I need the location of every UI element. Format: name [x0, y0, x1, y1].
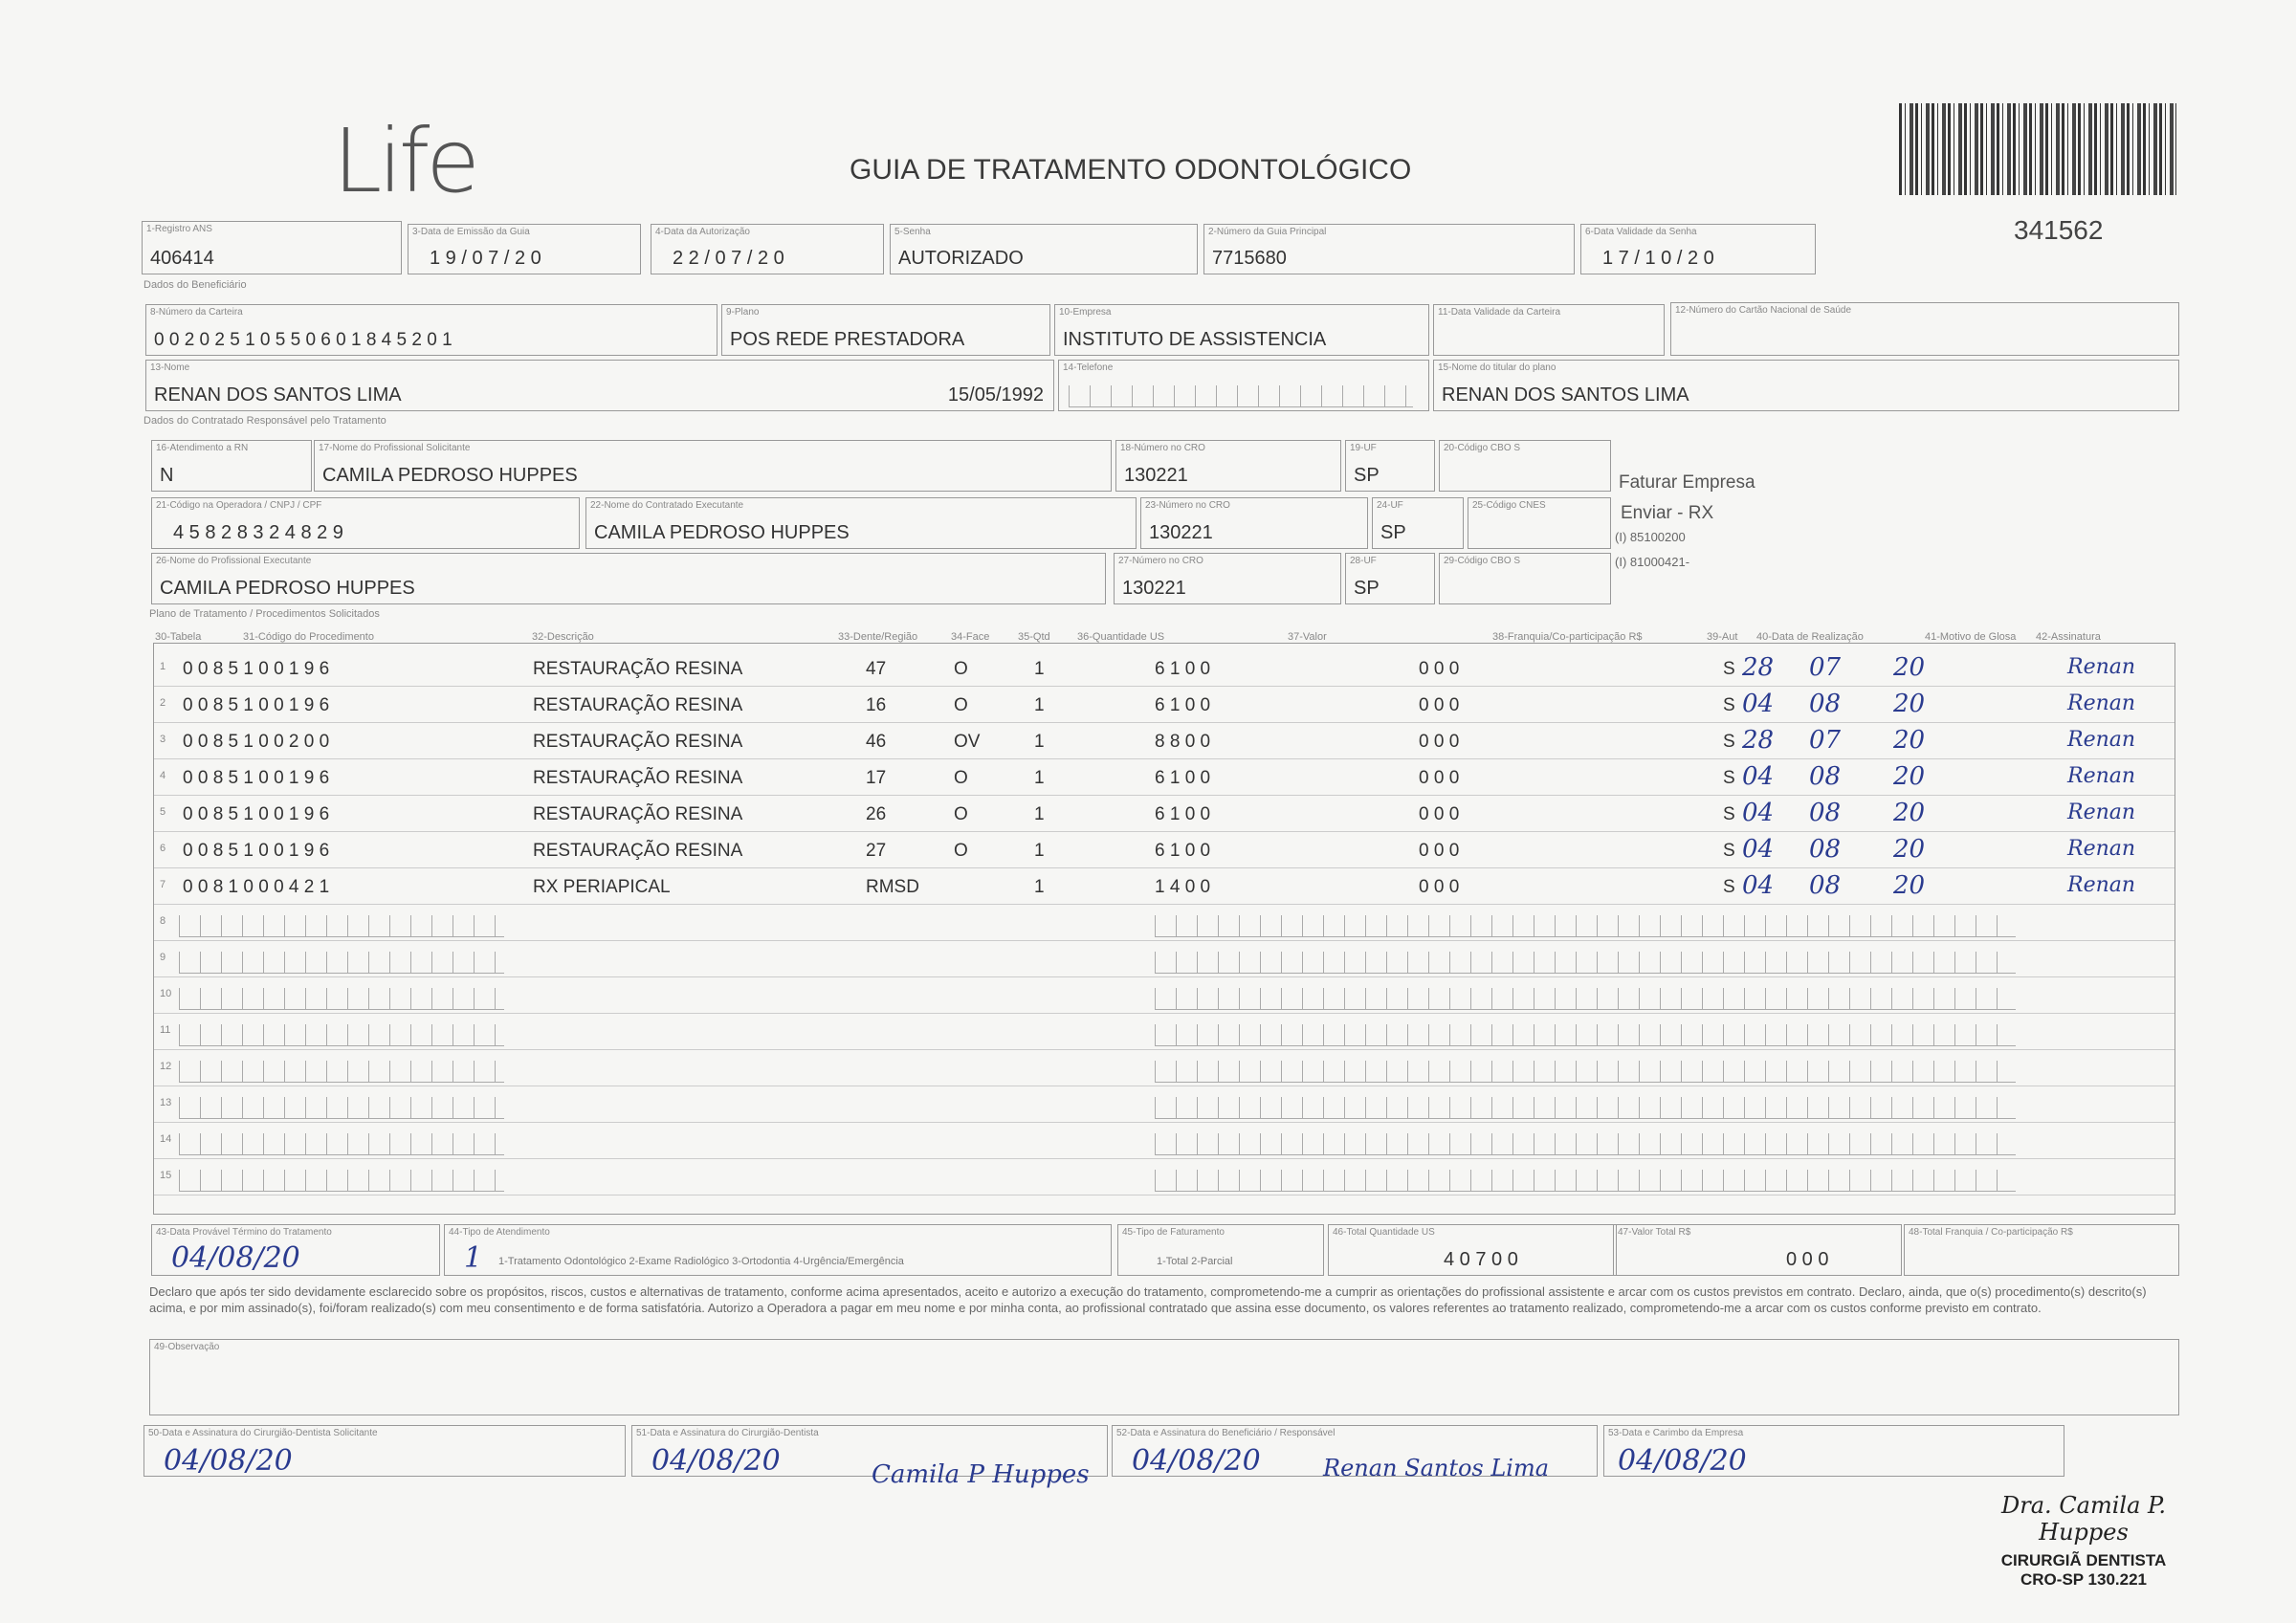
- row-lines: [179, 915, 504, 937]
- realization-day: 04: [1742, 690, 1775, 718]
- patient-signature: Renan: [2067, 691, 2136, 715]
- row-number: 3: [160, 734, 166, 745]
- realization-month: 07: [1809, 726, 1842, 755]
- quantity: 1: [1034, 877, 1045, 897]
- realization-month: 08: [1809, 690, 1842, 718]
- row-lines: [179, 1024, 504, 1046]
- procedure-description: RESTAURAÇÃO RESINA: [533, 695, 743, 715]
- field-carteira[interactable]: 8-Número da Carteira 0 0 2 0 2 5 1 0 5 5 0 6 0 1 8 4 5 2 0 1: [145, 304, 718, 356]
- field-registro-ans[interactable]: 1-Registro ANS 406414: [142, 221, 402, 274]
- field-cbo-profissional[interactable]: 29-Código CBO S: [1439, 553, 1611, 604]
- tooth-region: 46: [866, 732, 887, 752]
- tooth-face: O: [954, 804, 968, 824]
- table-row[interactable]: [154, 1049, 2175, 1086]
- realization-year: 20: [1893, 799, 1926, 827]
- field-valor-total[interactable]: 47-Valor Total R$ 0 0 0: [1613, 1224, 1902, 1276]
- realization-day: 04: [1742, 799, 1775, 827]
- field-cro-solicitante[interactable]: 18-Número no CRO 130221: [1115, 440, 1341, 492]
- table-row[interactable]: [154, 795, 2175, 832]
- franchise-value: 0 0 0: [1419, 841, 1460, 861]
- authorized-flag: S: [1723, 695, 1735, 715]
- tooth-region: 47: [866, 659, 887, 679]
- row-number: 13: [160, 1097, 172, 1108]
- row-number: 8: [160, 915, 166, 927]
- quantity-us: 1 4 0 0: [1155, 877, 1211, 897]
- realization-month: 08: [1809, 871, 1842, 900]
- quantity: 1: [1034, 841, 1045, 861]
- authorized-flag: S: [1723, 659, 1735, 679]
- guide-number: 341562: [2014, 215, 2104, 245]
- franchise-value: 0 0 0: [1419, 659, 1460, 679]
- table-row[interactable]: [154, 1086, 2175, 1123]
- row-number: 6: [160, 843, 166, 854]
- field-tipo-faturamento[interactable]: 45-Tipo de Faturamento 1-Total 2-Parcial: [1117, 1224, 1324, 1276]
- procedure-description: RESTAURAÇÃO RESINA: [533, 768, 743, 788]
- company-logo: Life: [333, 110, 476, 212]
- field-uf-executante[interactable]: 24-UF SP: [1372, 497, 1464, 549]
- tooth-region: 26: [866, 804, 887, 824]
- signature-dentista[interactable]: 51-Data e Assinatura do Cirurgião-Dentista 04/08/20 Camila P Huppes: [631, 1425, 1108, 1477]
- table-row[interactable]: [154, 758, 2175, 796]
- authorized-flag: S: [1723, 877, 1735, 897]
- field-solicitante[interactable]: 17-Nome do Profissional Solicitante CAMILA PEDROSO HUPPES: [314, 440, 1112, 492]
- authorized-flag: S: [1723, 841, 1735, 861]
- realization-year: 20: [1893, 762, 1926, 791]
- field-atendimento-rn[interactable]: 16-Atendimento a RN N: [151, 440, 312, 492]
- franchise-value: 0 0 0: [1419, 877, 1460, 897]
- row-lines: [179, 1097, 504, 1119]
- field-telefone[interactable]: 14-Telefone: [1058, 360, 1429, 411]
- field-cnes[interactable]: 25-Código CNES: [1468, 497, 1611, 549]
- row-number: 15: [160, 1170, 172, 1181]
- row-lines: [179, 1061, 504, 1083]
- procedure-code: 0 0 8 5 1 0 0 1 9 6: [183, 804, 330, 824]
- quantity-us: 6 1 0 0: [1155, 841, 1211, 861]
- quantity: 1: [1034, 695, 1045, 715]
- field-guia-principal[interactable]: 2-Número da Guia Principal 7715680: [1203, 224, 1575, 274]
- row-number: 9: [160, 952, 166, 963]
- field-cro-executante[interactable]: 23-Número no CRO 130221: [1140, 497, 1368, 549]
- procedure-code: 0 0 8 5 1 0 0 1 9 6: [183, 841, 330, 861]
- quantity: 1: [1034, 768, 1045, 788]
- patient-signature: Renan: [2067, 764, 2136, 788]
- row-lines: [179, 952, 504, 974]
- table-row[interactable]: [154, 867, 2175, 905]
- row-lines: [179, 988, 504, 1010]
- franchise-value: 0 0 0: [1419, 768, 1460, 788]
- field-data-termino[interactable]: 43-Data Provável Término do Tratamento 04/08/20: [151, 1224, 440, 1276]
- field-uf-solicitante[interactable]: 19-UF SP: [1345, 440, 1435, 492]
- field-cbo-solicitante[interactable]: 20-Código CBO S: [1439, 440, 1611, 492]
- field-uf-profissional[interactable]: 28-UF SP: [1345, 553, 1435, 604]
- field-data-autorizacao[interactable]: 4-Data da Autorização 2 2 / 0 7 / 2 0: [651, 224, 884, 274]
- procedure-code: 0 0 8 5 1 0 0 1 9 6: [183, 768, 330, 788]
- row-lines: [1155, 1061, 2016, 1083]
- field-total-us[interactable]: 46-Total Quantidade US 4 0 7 0 0: [1328, 1224, 1617, 1276]
- procedure-description: RESTAURAÇÃO RESINA: [533, 732, 743, 752]
- row-number: 14: [160, 1133, 172, 1145]
- patient-signature: Renan: [2067, 655, 2136, 679]
- section-plano-tratamento: Plano de Tratamento / Procedimentos Solicitados: [149, 608, 380, 620]
- row-number: 4: [160, 770, 166, 781]
- quantity: 1: [1034, 804, 1045, 824]
- row-number: 1: [160, 661, 166, 672]
- authorized-flag: S: [1723, 732, 1735, 752]
- row-number: 11: [160, 1024, 171, 1036]
- dentist-stamp: Dra. Camila P. Huppes CIRURGIÃ DENTISTA CRO-SP 130.221: [2000, 1492, 2167, 1589]
- quantity: 1: [1034, 659, 1045, 679]
- procedure-code: 0 0 8 5 1 0 0 2 0 0: [183, 732, 330, 752]
- signature-beneficiario[interactable]: 52-Data e Assinatura do Beneficiário / Responsável 04/08/20 Renan Santos Lima: [1112, 1425, 1598, 1477]
- note-code2: (I) 81000421-: [1615, 555, 1690, 569]
- procedure-description: RX PERIAPICAL: [533, 877, 671, 897]
- franchise-value: 0 0 0: [1419, 804, 1460, 824]
- row-lines: [179, 1170, 504, 1192]
- field-total-franquia[interactable]: 48-Total Franquia / Co-participação R$: [1904, 1224, 2179, 1276]
- tooth-face: O: [954, 695, 968, 715]
- realization-day: 04: [1742, 835, 1775, 864]
- realization-year: 20: [1893, 653, 1926, 682]
- realization-month: 08: [1809, 762, 1842, 791]
- realization-year: 20: [1893, 726, 1926, 755]
- field-titular[interactable]: 15-Nome do titular do plano RENAN DOS SANTOS LIMA: [1433, 360, 2179, 411]
- realization-year: 20: [1893, 871, 1926, 900]
- tooth-face: O: [954, 841, 968, 861]
- row-lines: [1155, 915, 2016, 937]
- quantity-us: 8 8 0 0: [1155, 732, 1211, 752]
- procedure-code: 0 0 8 5 1 0 0 1 9 6: [183, 695, 330, 715]
- realization-year: 20: [1893, 835, 1926, 864]
- field-contratado-executante[interactable]: 22-Nome do Contratado Executante CAMILA PEDROSO HUPPES: [585, 497, 1137, 549]
- table-row[interactable]: [154, 831, 2175, 868]
- table-row[interactable]: [154, 976, 2175, 1014]
- row-lines: [1155, 1170, 2016, 1192]
- realization-month: 08: [1809, 835, 1842, 864]
- field-cartao-sus[interactable]: 12-Número do Cartão Nacional de Saúde: [1670, 302, 2179, 356]
- form-title: GUIA DE TRATAMENTO ODONTOLÓGICO: [850, 154, 1412, 186]
- row-lines: [1155, 952, 2016, 974]
- authorized-flag: S: [1723, 804, 1735, 824]
- tooth-face: O: [954, 768, 968, 788]
- table-row[interactable]: [154, 1122, 2175, 1159]
- quantity-us: 6 1 0 0: [1155, 695, 1211, 715]
- procedure-description: RESTAURAÇÃO RESINA: [533, 841, 743, 861]
- row-number: 2: [160, 697, 166, 709]
- procedure-description: RESTAURAÇÃO RESINA: [533, 804, 743, 824]
- table-row[interactable]: [154, 940, 2175, 977]
- signature-empresa[interactable]: 53-Data e Carimbo da Empresa 04/08/20: [1603, 1425, 2064, 1477]
- tooth-face: O: [954, 659, 968, 679]
- tooth-region: RMSD: [866, 877, 919, 897]
- franchise-value: 0 0 0: [1419, 695, 1460, 715]
- row-number: 7: [160, 879, 166, 890]
- realization-day: 04: [1742, 871, 1775, 900]
- quantity: 1: [1034, 732, 1045, 752]
- section-beneficiario: Dados do Beneficiário: [144, 279, 247, 291]
- row-lines: [1155, 1097, 2016, 1119]
- field-codigo-operadora[interactable]: 21-Código na Operadora / CNPJ / CPF 4 5 8 2 8 3 2 4 8 2 9: [151, 497, 580, 549]
- note-faturar: Faturar Empresa: [1619, 472, 1755, 493]
- field-empresa[interactable]: 10-Empresa INSTITUTO DE ASSISTENCIA: [1054, 304, 1429, 356]
- quantity-us: 6 1 0 0: [1155, 804, 1211, 824]
- declaration-text: Declaro que após ter sido devidamente esclarecido sobre os propósitos, riscos, custos e alternativas de tratamento, conforme acima apresentados, aceito e autorizo a execução do tratamento, comprometendo-me a cumprir as orientações do profissional assistente e arcar com os custos previstos em contrato. Declaro, ainda, que o(s) procedimento(s) descrito(s) acima, e por mim assinado(s), foi/foram realizado(s) com meu consentimento e de forma satisfatória. Autorizo a Operadora a pagar em meu nome e por minha conta, ao profissional contratado que assina esse documento, os valores referentes ao tratamento realizado, comprometendo-me a arcar com os custos conforme previsto em contrato.: [149, 1284, 2147, 1315]
- row-lines: [1155, 1133, 2016, 1155]
- row-lines: [1155, 988, 2016, 1010]
- table-row[interactable]: [154, 722, 2175, 759]
- table-row[interactable]: [154, 1013, 2175, 1050]
- tooth-region: 17: [866, 768, 887, 788]
- quantity-us: 6 1 0 0: [1155, 768, 1211, 788]
- signature-solicitante[interactable]: 50-Data e Assinatura do Cirurgião-Dentista Solicitante 04/08/20: [144, 1425, 626, 1477]
- franchise-value: 0 0 0: [1419, 732, 1460, 752]
- patient-signature: Renan: [2067, 837, 2136, 861]
- field-observacao[interactable]: 49-Observação: [149, 1339, 2179, 1415]
- quantity-us: 6 1 0 0: [1155, 659, 1211, 679]
- row-lines: [1155, 1024, 2016, 1046]
- realization-month: 08: [1809, 799, 1842, 827]
- row-number: 10: [160, 988, 172, 999]
- procedures-table: [153, 643, 2175, 1215]
- note-enviar: Enviar - RX: [1621, 503, 1714, 523]
- realization-year: 20: [1893, 690, 1926, 718]
- table-row[interactable]: [154, 686, 2175, 723]
- realization-month: 07: [1809, 653, 1842, 682]
- patient-signature: Renan: [2067, 873, 2136, 897]
- tooth-face: OV: [954, 732, 981, 752]
- birth-date: 15/05/1992: [947, 384, 1044, 406]
- procedure-code: 0 0 8 5 1 0 0 1 9 6: [183, 659, 330, 679]
- field-validade-carteira[interactable]: 11-Data Validade da Carteira: [1433, 304, 1665, 356]
- note-code1: (I) 85100200: [1615, 530, 1686, 544]
- field-nome-beneficiario[interactable]: 13-Nome RENAN DOS SANTOS LIMA 15/05/1992: [145, 360, 1054, 411]
- row-number: 12: [160, 1061, 172, 1072]
- field-senha[interactable]: 5-Senha AUTORIZADO: [890, 224, 1198, 274]
- section-contratado: Dados do Contratado Responsável pelo Tratamento: [144, 415, 386, 427]
- table-row[interactable]: [154, 1158, 2175, 1195]
- field-profissional-executante[interactable]: 26-Nome do Profissional Executante CAMILA PEDROSO HUPPES: [151, 553, 1106, 604]
- patient-signature: Renan: [2067, 801, 2136, 824]
- authorized-flag: S: [1723, 768, 1735, 788]
- procedure-description: RESTAURAÇÃO RESINA: [533, 659, 743, 679]
- table-row[interactable]: [154, 649, 2175, 687]
- field-plano[interactable]: 9-Plano POS REDE PRESTADORA: [721, 304, 1050, 356]
- table-row[interactable]: [154, 904, 2175, 941]
- tooth-region: 16: [866, 695, 887, 715]
- realization-day: 28: [1742, 726, 1775, 755]
- field-tipo-atendimento[interactable]: 44-Tipo de Atendimento 1 1-Tratamento Odontológico 2-Exame Radiológico 3-Ortodontia 4-Urgência/Emergência: [444, 1224, 1112, 1276]
- row-lines: [179, 1133, 504, 1155]
- field-cro-profissional[interactable]: 27-Número no CRO 130221: [1114, 553, 1341, 604]
- row-number: 5: [160, 806, 166, 818]
- tooth-region: 27: [866, 841, 887, 861]
- field-data-emissao[interactable]: 3-Data de Emissão da Guia 1 9 / 0 7 / 2 0: [408, 224, 641, 274]
- procedure-code: 0 0 8 1 0 0 0 4 2 1: [183, 877, 330, 897]
- patient-signature: Renan: [2067, 728, 2136, 752]
- realization-day: 04: [1742, 762, 1775, 791]
- field-validade-senha[interactable]: 6-Data Validade da Senha 1 7 / 1 0 / 2 0: [1580, 224, 1816, 274]
- barcode-icon: [1899, 103, 2176, 195]
- realization-day: 28: [1742, 653, 1775, 682]
